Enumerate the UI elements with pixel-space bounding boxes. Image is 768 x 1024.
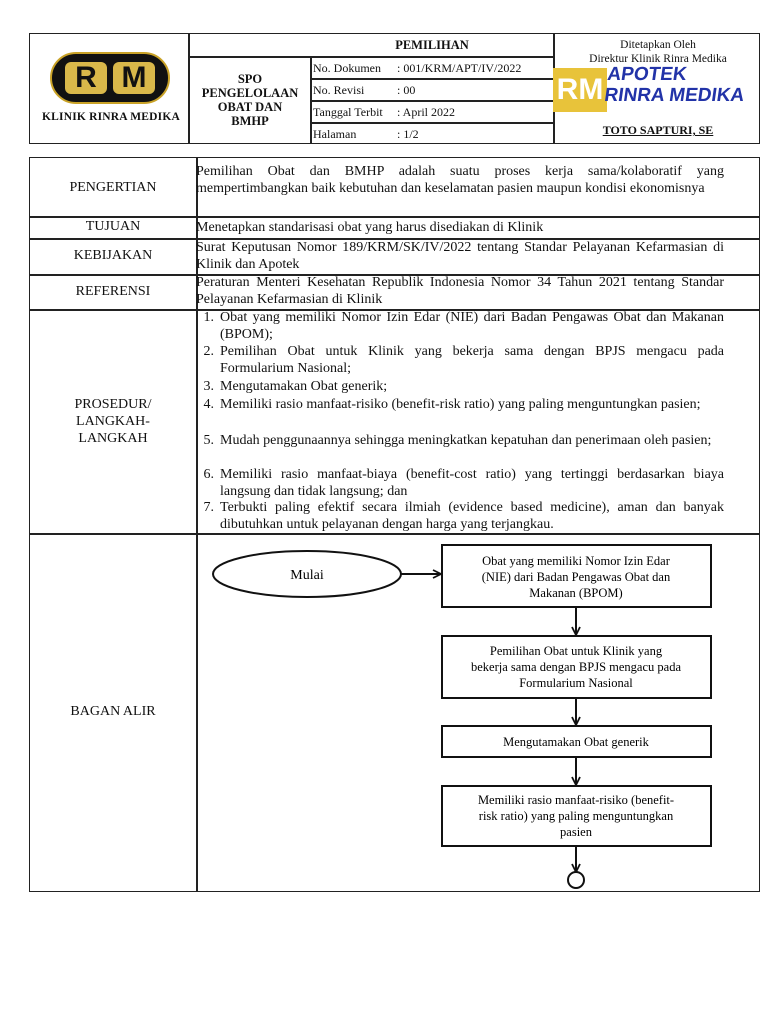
spo-title-line: PENGELOLAAN <box>201 86 299 100</box>
header-divider <box>310 122 554 124</box>
procedure-number: 5. <box>203 433 214 448</box>
header-divider <box>310 100 554 102</box>
flow-start-label: Mulai <box>290 568 324 583</box>
logo-letter-r: R <box>65 62 107 94</box>
flow-step-1-text: Obat yang memiliki Nomor Izin Edar <box>482 554 670 568</box>
procedure-item: Memiliki rasio manfaat-biaya (benefit-cost ratio) yang tertinggi berdasarkan biaya langsung dan tidak langsung; dan <box>220 467 724 499</box>
flow-step-1-text: (NIE) dari Badan Pengawas Obat dan <box>481 570 671 584</box>
prosedur-label-line: LANGKAH <box>78 431 148 446</box>
prosedur-label-line: PROSEDUR/ <box>74 397 152 412</box>
spo-title-line: BMHP <box>231 114 269 128</box>
spo-title <box>190 72 310 128</box>
prosedur-label <box>29 396 197 447</box>
procedure-item: Mengutamakan Obat generik; <box>220 379 388 394</box>
revision-value: : 00 <box>397 83 416 97</box>
tujuan-text: Menetapkan standarisasi obat yang harus disediakan di Klinik <box>196 220 544 235</box>
signer-name: TOTO SAPTURI, SE <box>602 123 714 137</box>
spo-title-line: SPO <box>237 72 263 86</box>
procedure-number: 7. <box>203 500 214 515</box>
clinic-logo <box>50 52 170 104</box>
bagan-alir-label: BAGAN ALIR <box>70 704 156 719</box>
flow-step-4-text: pasien <box>560 825 592 839</box>
approval-line: Direktur Klinik Rinra Medika <box>589 53 727 65</box>
pharmacy-stamp-text <box>603 64 759 106</box>
referensi-text: Peraturan Menteri Kesehatan Republik Indonesia Nomor 34 Tahun 2021 tentang Standar Pelayanan Kefarmasian di Klinik <box>196 275 724 307</box>
header-divider <box>188 56 554 58</box>
procedure-item: Memiliki rasio manfaat-risiko (benefit-risk ratio) yang paling menguntungkan pasien; <box>220 397 701 412</box>
referensi-label: REFERENSI <box>75 284 151 299</box>
doc-number-label: No. Dokumen <box>313 61 381 75</box>
flow-step-2-text: Pemilihan Obat untuk Klinik yang <box>489 644 663 658</box>
pharmacy-stamp-logo: RM <box>553 68 607 112</box>
stamp-line: APOTEK <box>606 64 689 85</box>
procedure-number: 6. <box>203 467 214 482</box>
kebijakan-label: KEBIJAKAN <box>73 248 153 263</box>
procedure-number: 1. <box>203 310 214 325</box>
page-value: : 1/2 <box>397 127 419 141</box>
flow-step-3-text: Mengutamakan Obat generik <box>503 735 649 749</box>
flow-page-connector <box>568 872 584 888</box>
flow-step-2-text: Formularium Nasional <box>519 676 633 690</box>
header-divider <box>310 78 554 80</box>
page-title: PEMILIHAN <box>395 38 469 52</box>
procedure-number: 2. <box>203 344 214 359</box>
flow-step-1-text: Makanan (BPOM) <box>529 586 623 600</box>
table-divider <box>29 216 760 218</box>
approval-line: Ditetapkan Oleh <box>620 39 696 51</box>
procedure-number: 4. <box>203 397 214 412</box>
doc-number-value: : 001/KRM/APT/IV/2022 <box>397 61 522 75</box>
procedure-item: Terbukti paling efektif secara ilmiah (evidence based medicine), aman dan banyak dibutuhkan untuk pelayanan dengan harga yang terjangkau. <box>220 500 724 532</box>
kebijakan-text: Surat Keputusan Nomor 189/KRM/SK/IV/2022 tentang Standar Pelayanan Kefarmasian di Klinik dan Apotek <box>196 240 724 272</box>
flow-step-2-text: bekerja sama dengan BPJS mengacu pada <box>470 660 682 674</box>
procedure-item: Pemilihan Obat untuk Klinik yang bekerja sama dengan BPJS mengacu pada Formularium Nasional; <box>220 344 724 376</box>
flowchart <box>196 533 760 892</box>
clinic-name: KLINIK RINRA MEDIKA <box>42 111 180 123</box>
procedure-list <box>196 309 724 533</box>
issue-date-value: : April 2022 <box>397 105 456 119</box>
prosedur-label-line: LANGKAH- <box>76 414 150 429</box>
pengertian-text: Pemilihan Obat dan BMHP adalah suatu proses kerja sama/kolaboratif yang mempertimbangkan baik kebutuhan dan keselamatan pasien maupun kondisi ekonomisnya <box>196 164 724 196</box>
spo-title-line: OBAT DAN <box>217 100 283 114</box>
stamp-line: RINRA MEDIKA <box>603 85 746 106</box>
procedure-item: Obat yang memiliki Nomor Izin Edar (NIE) dari Badan Pengawas Obat dan Makanan (BPOM); <box>220 310 724 342</box>
flow-step-4-text: risk ratio) yang paling menguntungkan <box>478 809 674 823</box>
procedure-number: 3. <box>203 379 214 394</box>
pengertian-label: PENGERTIAN <box>69 180 157 195</box>
procedure-item: Mudah penggunaannya sehingga meningkatkan kepatuhan dan penerimaan oleh pasien; <box>220 433 712 448</box>
tujuan-label: TUJUAN <box>85 219 141 234</box>
issue-date-label: Tanggal Terbit <box>313 105 383 119</box>
logo-letter-m: M <box>113 62 155 94</box>
page-label: Halaman <box>313 127 357 141</box>
approval-text <box>556 38 760 66</box>
flow-step-4-text: Memiliki rasio manfaat-risiko (benefit- <box>477 793 675 807</box>
revision-label: No. Revisi <box>313 83 365 97</box>
